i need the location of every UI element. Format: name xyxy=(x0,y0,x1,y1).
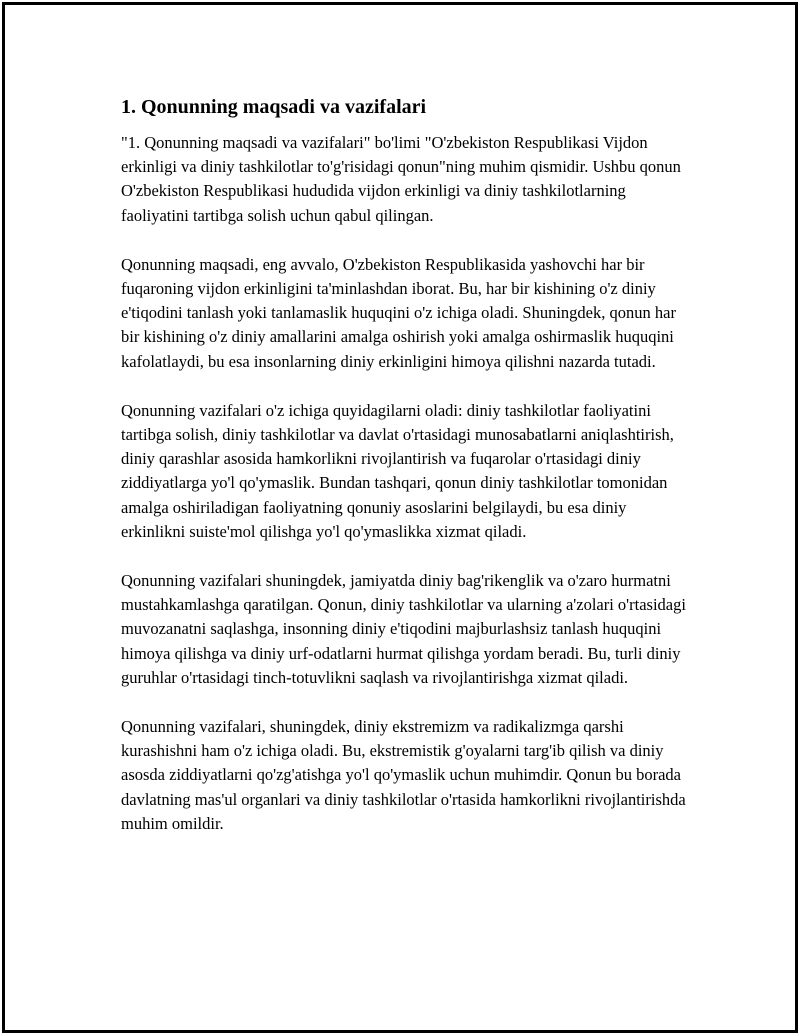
paragraph-4: Qonunning vazifalari shuningdek, jamiyatda diniy bag'rikenglik va o'zaro hurmatni mustahkamlashga qaratilgan. Qonun, diniy tashkilotlar va ularning a'zolari o'rtasidagi muvozanatni saqlashga, insonning diniy e'tiqodini majburlashsiz tanlash huquqini himoya qilishga va diniy urf-odatlarni hurmat qilishga yordam beradi. Bu, turli diniy guruhlar o'rtasidagi tinch-totuvlikni saqlash va rivojlantirishga xizmat qiladi. xyxy=(121,571,686,687)
document-body xyxy=(121,95,691,861)
paragraph-3: Qonunning vazifalari o'z ichiga quyidagilarni oladi: diniy tashkilotlar faoliyatini tartibga solish, diniy tashkilotlar va davlat o'rtasidagi munosabatlarni aniqlashtirish, diniy qarashlar asosida hamkorlikni rivojlantirish va fuqarolar o'rtasidagi diniy ziddiyatlarga yo'l qo'ymaslik. Bundan tashqari, qonun diniy tashkilotlar tomonidan amalga oshiriladigan faoliyatning qonuniy asoslarini belgilaydi, bu esa diniy erkinlikni suiste'mol qilishga yo'l qo'ymaslikka xizmat qiladi. xyxy=(121,400,674,541)
paragraph-5: Qonunning vazifalari, shuningdek, diniy ekstremizm va radikalizmga qarshi kurashishni ham o'z ichiga oladi. Bu, ekstremistik g'oyalarni targ'ib qilish va diniy asosda ziddiyatlarni qo'zg'atishga yo'l qo'ymaslik uchun muhimdir. Qonun bu borada davlatning mas'ul organlari va diniy tashkilotlar o'rtasida hamkorlikni rivojlantirishda muhim omildir. xyxy=(121,717,686,833)
section-heading: 1. Qonunning maqsadi va vazifalari xyxy=(121,96,427,118)
page-frame xyxy=(2,2,798,1033)
paragraph-1: "1. Qonunning maqsadi va vazifalari" bo'limi "O'zbekiston Respublikasi Vijdon erkinligi va diniy tashkilotlar to'g'risidagi qonun"ning muhim qismidir. Ushbu qonun O'zbekiston Respublikasi hududida vijdon erkinligi va diniy tashkilotlarning faoliyatini tartibga solish uchun qabul qilingan. xyxy=(121,133,681,225)
paragraph-2: Qonunning maqsadi, eng avvalo, O'zbekiston Respublikasida yashovchi har bir fuqaroning vijdon erkinligini ta'minlashdan iborat. Bu, har bir kishining o'z diniy e'tiqodini tanlash yoki tanlamaslik huquqini o'z ichiga oladi. Shuningdek, qonun har bir kishining o'z diniy amallarini amalga oshirish yoki amalga oshirmaslik huquqini kafolatlaydi, bu esa insonlarning diniy erkinligini himoya qilishni nazarda tutadi. xyxy=(121,254,676,371)
